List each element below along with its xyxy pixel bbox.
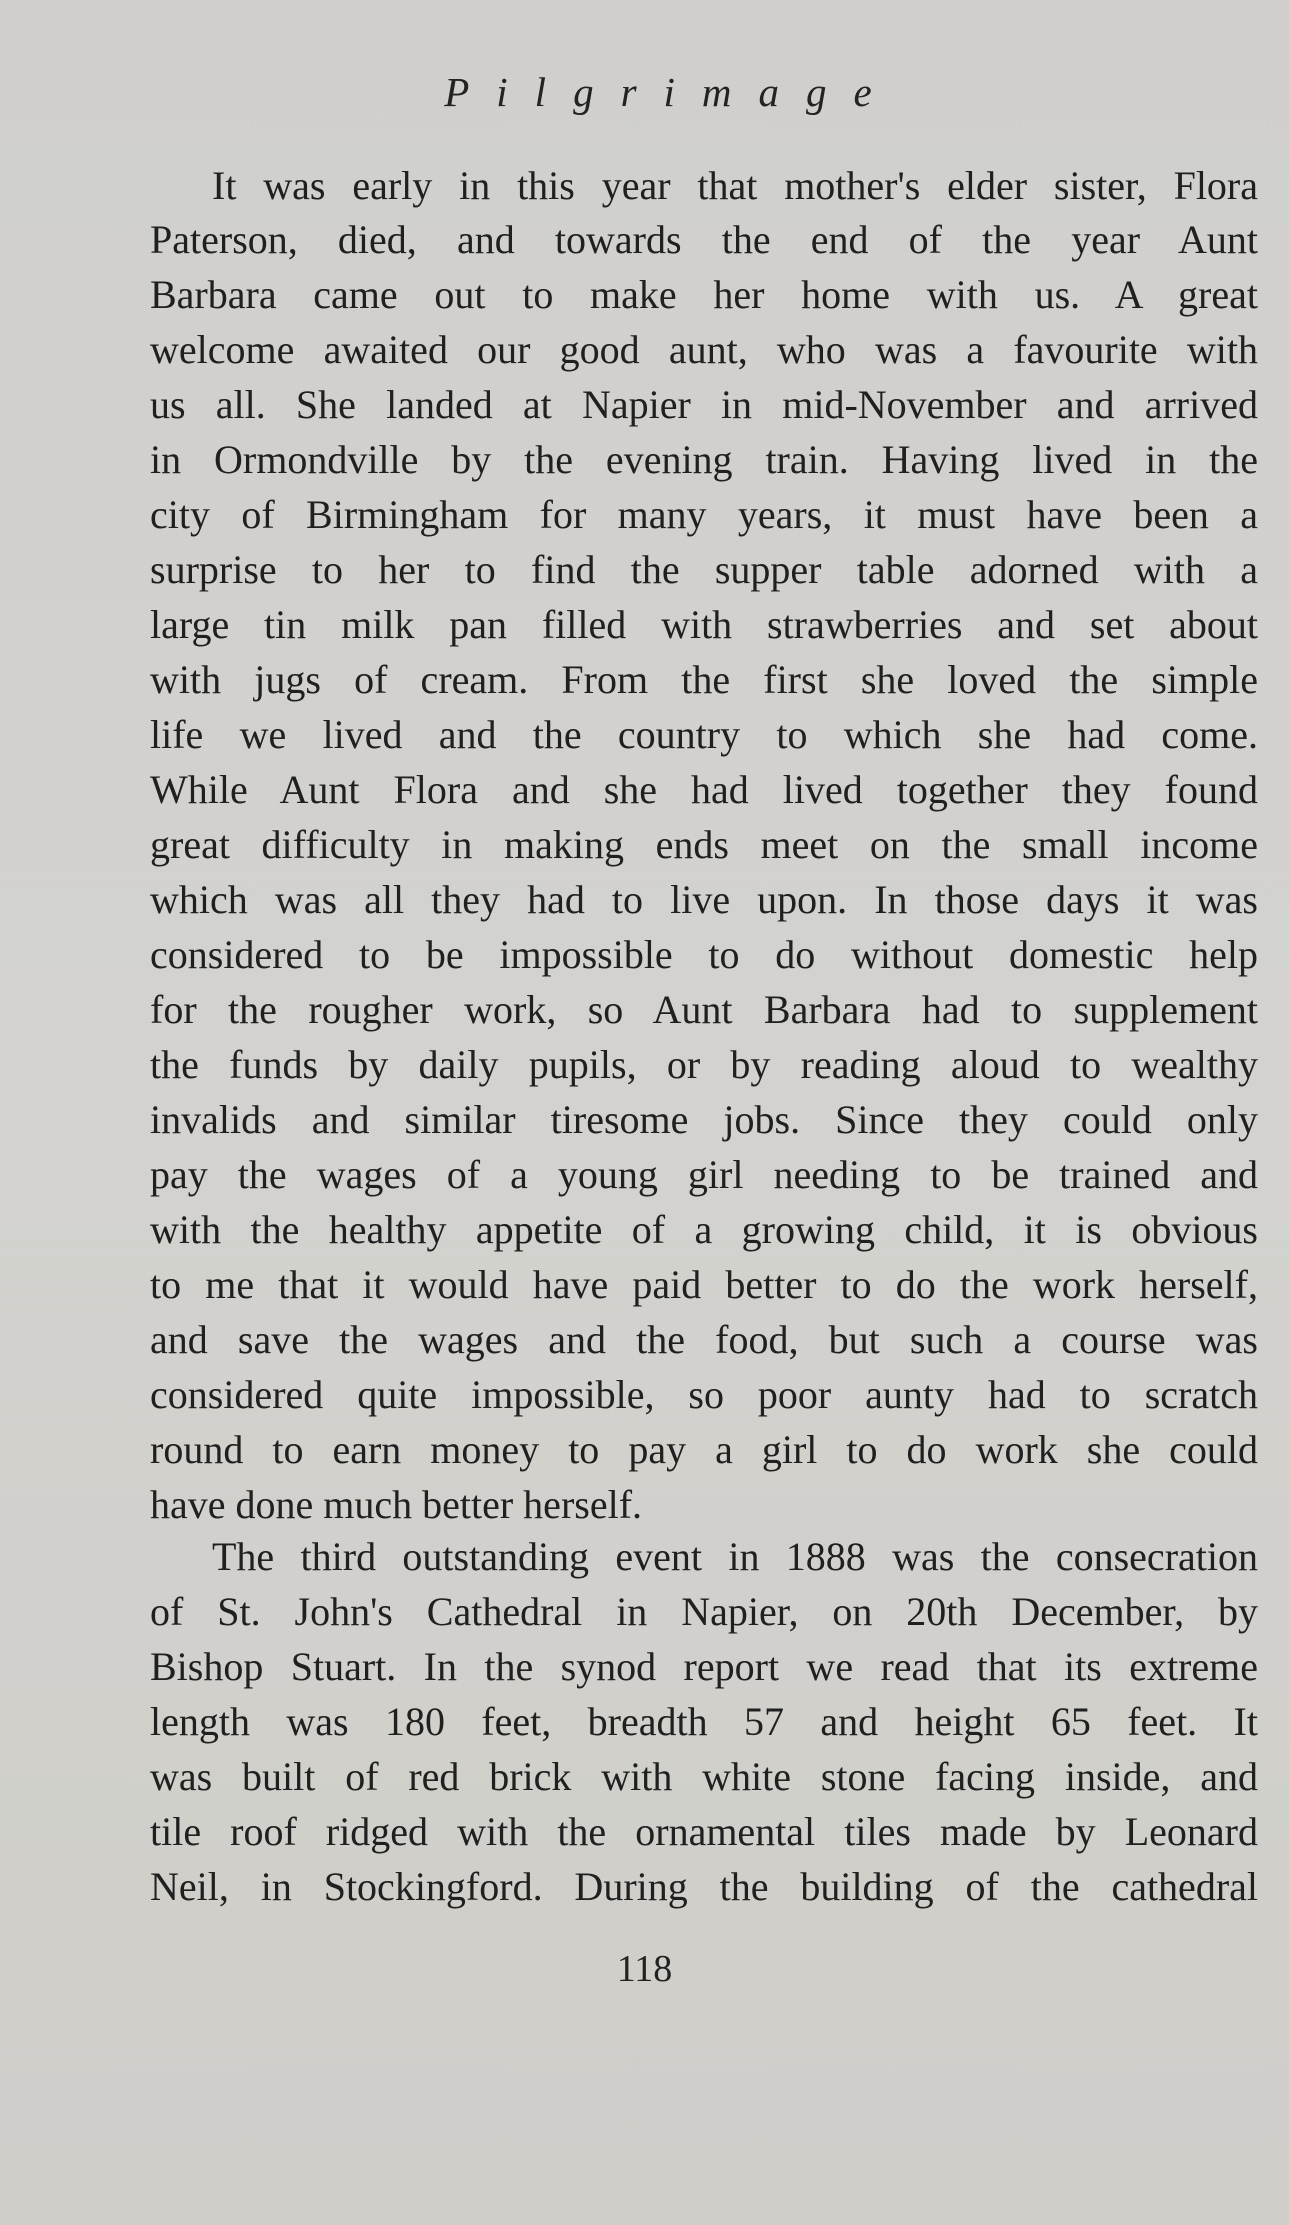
text-line: considered quite impossible, so poor aunty had to scratch — [150, 1372, 1258, 1417]
text-line: pay the wages of a young girl needing to be trained and — [150, 1152, 1258, 1197]
text-line: in Ormondville by the evening train. Having lived in the — [150, 437, 1258, 482]
text-line: round to earn money to pay a girl to do work she could — [150, 1427, 1258, 1472]
text-line: to me that it would have paid better to do the work herself, — [150, 1262, 1258, 1307]
text-line: us all. She landed at Napier in mid-November and arrived — [150, 382, 1258, 427]
text-line: While Aunt Flora and she had lived together they found — [150, 767, 1258, 812]
text-line: for the rougher work, so Aunt Barbara had to supplement — [150, 987, 1258, 1032]
text-line: city of Birmingham for many years, it must have been a — [150, 492, 1258, 537]
text-line: welcome awaited our good aunt, who was a favourite with — [150, 327, 1258, 372]
text-line: It was early in this year that mother's elder sister, Flora — [212, 163, 1258, 208]
text-line: Paterson, died, and towards the end of the year Aunt — [150, 217, 1258, 262]
running-head-title: Pilgrimage — [444, 69, 899, 115]
text-line: which was all they had to live upon. In those days it was — [150, 877, 1258, 922]
text-line: tile roof ridged with the ornamental tiles made by Leonard — [150, 1809, 1258, 1854]
text-line: invalids and similar tiresome jobs. Since they could only — [150, 1097, 1258, 1142]
text-line: of St. John's Cathedral in Napier, on 20th December, by — [150, 1589, 1258, 1634]
text-line: life we lived and the country to which she had come. — [150, 712, 1258, 757]
text-line: large tin milk pan filled with strawberries and set about — [150, 602, 1258, 647]
text-line: with the healthy appetite of a growing child, it is obvious — [150, 1207, 1258, 1252]
text-line: the funds by daily pupils, or by reading aloud to wealthy — [150, 1042, 1258, 1087]
text-line: with jugs of cream. From the first she loved the simple — [150, 657, 1258, 702]
text-line: Bishop Stuart. In the synod report we read that its extreme — [150, 1644, 1258, 1689]
page-number: 118 — [616, 1948, 673, 1990]
text-line: have done much better herself. — [150, 1482, 643, 1527]
text-line: length was 180 feet, breadth 57 and height 65 feet. It — [150, 1699, 1258, 1744]
text-line: Barbara came out to make her home with us. A great — [150, 272, 1258, 317]
text-line: considered to be impossible to do without domestic help — [150, 932, 1258, 977]
text-line: was built of red brick with white stone facing inside, and — [150, 1754, 1258, 1799]
text-line: The third outstanding event in 1888 was the consecration — [212, 1534, 1258, 1579]
text-line: Neil, in Stockingford. During the building of the cathedral — [150, 1864, 1258, 1909]
text-line: and save the wages and the food, but such a course was — [150, 1317, 1258, 1362]
text-line: surprise to her to find the supper table adorned with a — [150, 547, 1258, 592]
text-line: great difficulty in making ends meet on the small income — [150, 822, 1258, 867]
